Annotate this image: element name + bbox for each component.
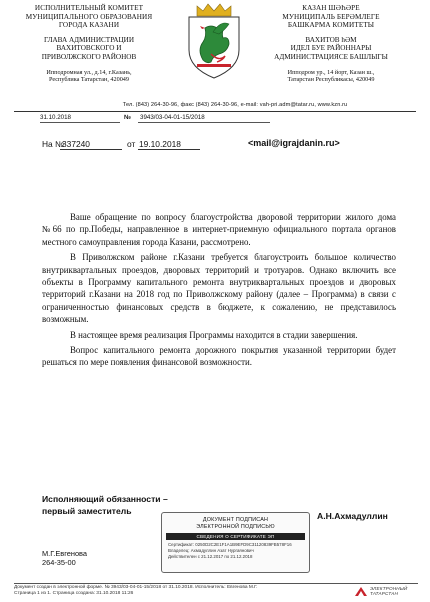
address-line: Ипподром ур., 14 йорт, Казан ш., [287, 68, 375, 76]
address-line: Татарстан Республикасы, 420049 [287, 76, 375, 84]
head-line: ИДЕЛ БУЕ РАЙОННАРЫ [290, 44, 372, 53]
document-footer [14, 583, 418, 597]
recipient-email: <mail@igrajdanin.ru> [248, 138, 340, 148]
incoming-number-underline [60, 149, 122, 150]
head-line: АДМИНИСТРАЦИЯСЕ БАШЛЫГЫ [274, 52, 388, 61]
head-line: ГЛАВА АДМИНИСТРАЦИИ [43, 35, 135, 44]
org-line: ИСПОЛНИТЕЛЬНЫЙ КОМИТЕТ [34, 4, 144, 12]
incoming-date: 19.10.2018 [139, 139, 181, 149]
address-line: Ипподромная ул., д.14, г.Казань, [46, 68, 132, 76]
contacts-line: Тел. (843) 264-30-96, факс (843) 264-30-96, e-mail: vah-pri.adm@tatar.ru, www.kzn.ru [122, 102, 348, 108]
electronic-signature-stamp [161, 512, 310, 573]
head-line: ВАХИТОВ hӘМ [305, 35, 357, 44]
org-line: БАШКАРМА КОМИТЕТЫ [287, 21, 375, 30]
incoming-number: 337240 [62, 139, 90, 149]
stamp-certificate-id: Сертификат: 0250D2C2E1F1A1B9EFD9C31120839FB578F16 [168, 542, 292, 548]
signatory-title-line: Исполняющий обязанности – [42, 494, 168, 504]
body-paragraph: Вопрос капитального ремонта дорожного покрытия указанной территории будет решаться по мере появления финансовой возможности. [42, 345, 396, 368]
footer-line: Страница 1 из 1. Страница создана: 31.10.2018 11:26 [14, 591, 134, 596]
body-paragraph: Ваше обращение по вопросу благоустройства дворовой территории жилого дома №66 по пр.Победы, направленное в интернет-приемную официального портала органов местного самоуправления города Казани, рассмотрено. [42, 212, 396, 247]
body-paragraph: В настоящее время реализация Программы находится в стадии завершения. [70, 329, 358, 340]
stamp-title-line: ЭЛЕКТРОННОЙ ПОДПИСЬЮ [196, 523, 275, 530]
org-line: ГОРОДА КАЗАНИ [58, 21, 120, 30]
org-line: МУНИЦИПАЛЬ БЕРӘМЛЕГЕ [282, 12, 380, 21]
registration-number-underline [138, 122, 270, 123]
stamp-title-line: ДОКУМЕНТ ПОДПИСАН [202, 517, 269, 523]
body-paragraph: В Приволжском районе г.Казани требуется благоустроить большое количество внутриквартальных проездов, дворовых территорий и тротуаров. Однако включить все объекты в Программу капитального ремонта внутриквартальных проездов и дворовых территорий г.Казани на 2018 год по Приволжскому району (далее – Программа) в связи с ограниченностью финансовых средств в бюджете, к сожалению, не представилось возможным. [42, 252, 396, 325]
letter-body [42, 211, 396, 369]
head-title-tt [256, 36, 406, 62]
registration-number: 3943/03-04-01-15/2018 [140, 114, 205, 121]
kazan-coat-of-arms-icon [183, 2, 245, 80]
org-name-tt [256, 4, 406, 30]
signatory-title [42, 494, 168, 517]
head-line: ВАХИТОВСКОГО И [56, 44, 122, 53]
signatory-name: А.Н.Ахмадуллин [317, 511, 388, 521]
logo-text-line: ТАТАРСТАН [370, 591, 399, 596]
address-ru [14, 69, 164, 84]
org-line: КАЗАН ШӘҺӘРЕ [302, 4, 360, 12]
executor-name: М.Г.Евгенова [42, 549, 88, 558]
emblem-ground [197, 64, 231, 67]
incoming-date-underline [138, 149, 200, 150]
registration-date: 31.10.2018 [40, 114, 71, 121]
org-name-ru [14, 4, 164, 30]
stamp-certificate-header: СВЕДЕНИЯ О СЕРТИФИКАТЕ ЭП [166, 533, 305, 540]
header-right [256, 4, 406, 84]
header-left [14, 4, 164, 84]
footer-line: Документ создан в электронной форме. № 3943/03-04-01-15/2018 от 31.10.2018. Исполнитель: Евгенова М.Г. [14, 585, 258, 590]
signatory-title-line: первый заместитель [42, 505, 132, 516]
electronic-tatarstan-logo [354, 586, 418, 598]
registration-date-underline [40, 122, 120, 123]
electronic-tatarstan-logo-icon [354, 586, 368, 597]
logo-text-line: ЭЛЕКТРОННЫЙ [370, 586, 408, 591]
registration-number-label: № [124, 114, 131, 121]
head-line: ПРИВОЛЖСКОГО РАЙОНОВ [41, 52, 137, 61]
head-title-ru [14, 36, 164, 62]
org-line: МУНИЦИПАЛЬНОГО ОБРАЗОВАНИЯ [25, 12, 153, 21]
address-tt [256, 69, 406, 84]
stamp-title [162, 517, 309, 530]
stamp-certificate-validity: Действителен с 21.12.2017 по 21.12.2018 [168, 554, 253, 560]
executor-phone: 264-35-00 [42, 558, 76, 568]
address-line: Республика Татарстан, 420049 [49, 76, 129, 84]
incoming-number-label: На № [42, 139, 65, 149]
executor-info [42, 549, 87, 568]
emblem-crown [197, 4, 231, 16]
header-separator [14, 111, 416, 112]
incoming-date-label: от [127, 139, 136, 149]
stamp-certificate-owner: Владелец: Ахмадуллин Азат Нургаянович [168, 548, 254, 554]
